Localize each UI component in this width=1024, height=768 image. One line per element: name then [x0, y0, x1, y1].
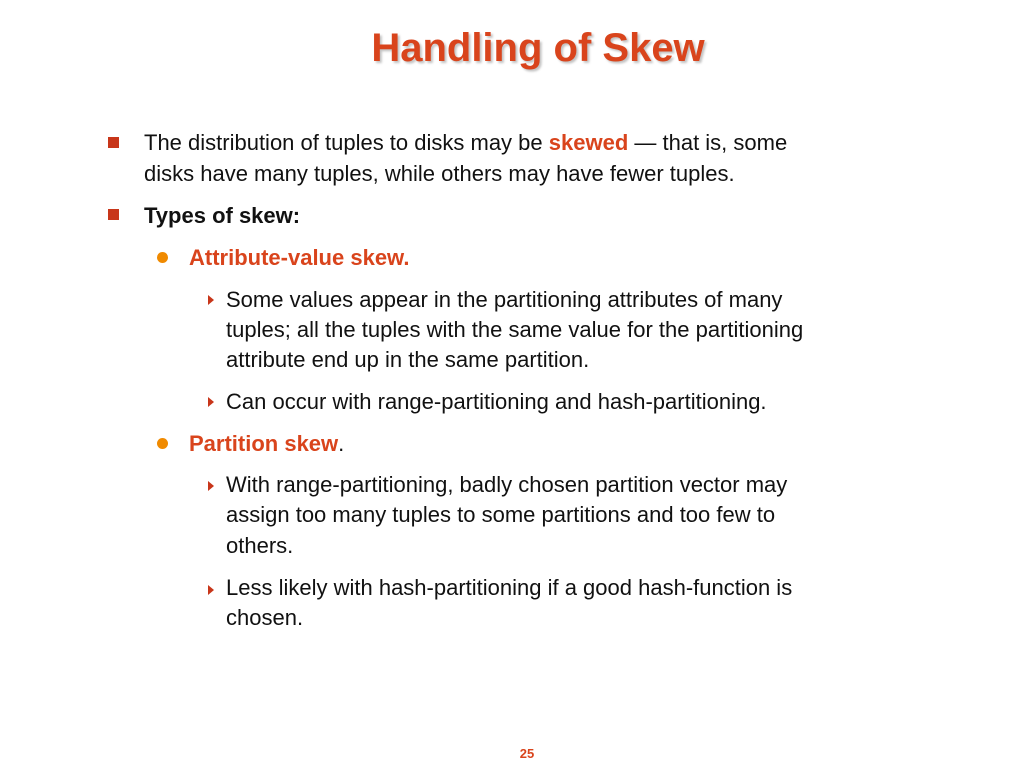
square-bullet-icon: [108, 209, 119, 220]
triangle-bullet-icon: [208, 585, 214, 595]
bullet-text-post: — that is, some: [628, 130, 788, 155]
attribute-skew-point2: Can occur with range-partitioning and hash-partitioning.: [226, 389, 767, 414]
types-of-skew-heading: Types of skew:: [144, 203, 301, 228]
bullet-text-distribution-line2: disks have many tuples, while others may have fewer tuples.: [144, 161, 735, 186]
attribute-skew-point1-line3: attribute end up in the same partition.: [226, 347, 590, 372]
triangle-bullet-icon: [208, 397, 214, 407]
partition-skew-point1-line1: With range-partitioning, badly chosen partition vector may: [226, 472, 788, 497]
partition-skew-point2-line2: chosen.: [226, 605, 304, 630]
partition-skew-point1-line3: others.: [226, 533, 294, 558]
attribute-skew-point1-line1: Some values appear in the partitioning attributes of many: [226, 287, 783, 312]
partition-skew-heading: [189, 428, 344, 459]
page-number: 25: [519, 746, 535, 761]
dot-bullet-icon: [157, 252, 168, 263]
bullet-text-distribution: [144, 127, 787, 158]
partition-skew-point1-line2: assign too many tuples to some partitions and too few to: [226, 502, 776, 527]
partition-skew-point2-line1: Less likely with hash-partitioning if a good hash-function is: [226, 575, 793, 600]
dot-bullet-icon: [157, 438, 168, 449]
bullet-text-pre: The distribution of tuples to disks may be: [144, 130, 549, 155]
attribute-value-skew-heading: Attribute-value skew.: [189, 245, 410, 270]
triangle-bullet-icon: [208, 295, 214, 305]
triangle-bullet-icon: [208, 481, 214, 491]
slide-title: Handling of Skew: [371, 26, 705, 70]
square-bullet-icon: [108, 137, 119, 148]
attribute-skew-point1-line2: tuples; all the tuples with the same value for the partitioning: [226, 317, 804, 342]
skewed-emphasis: skewed: [548, 130, 629, 155]
partition-skew-suffix: .: [338, 431, 345, 456]
partition-skew-title: Partition skew: [189, 431, 339, 456]
